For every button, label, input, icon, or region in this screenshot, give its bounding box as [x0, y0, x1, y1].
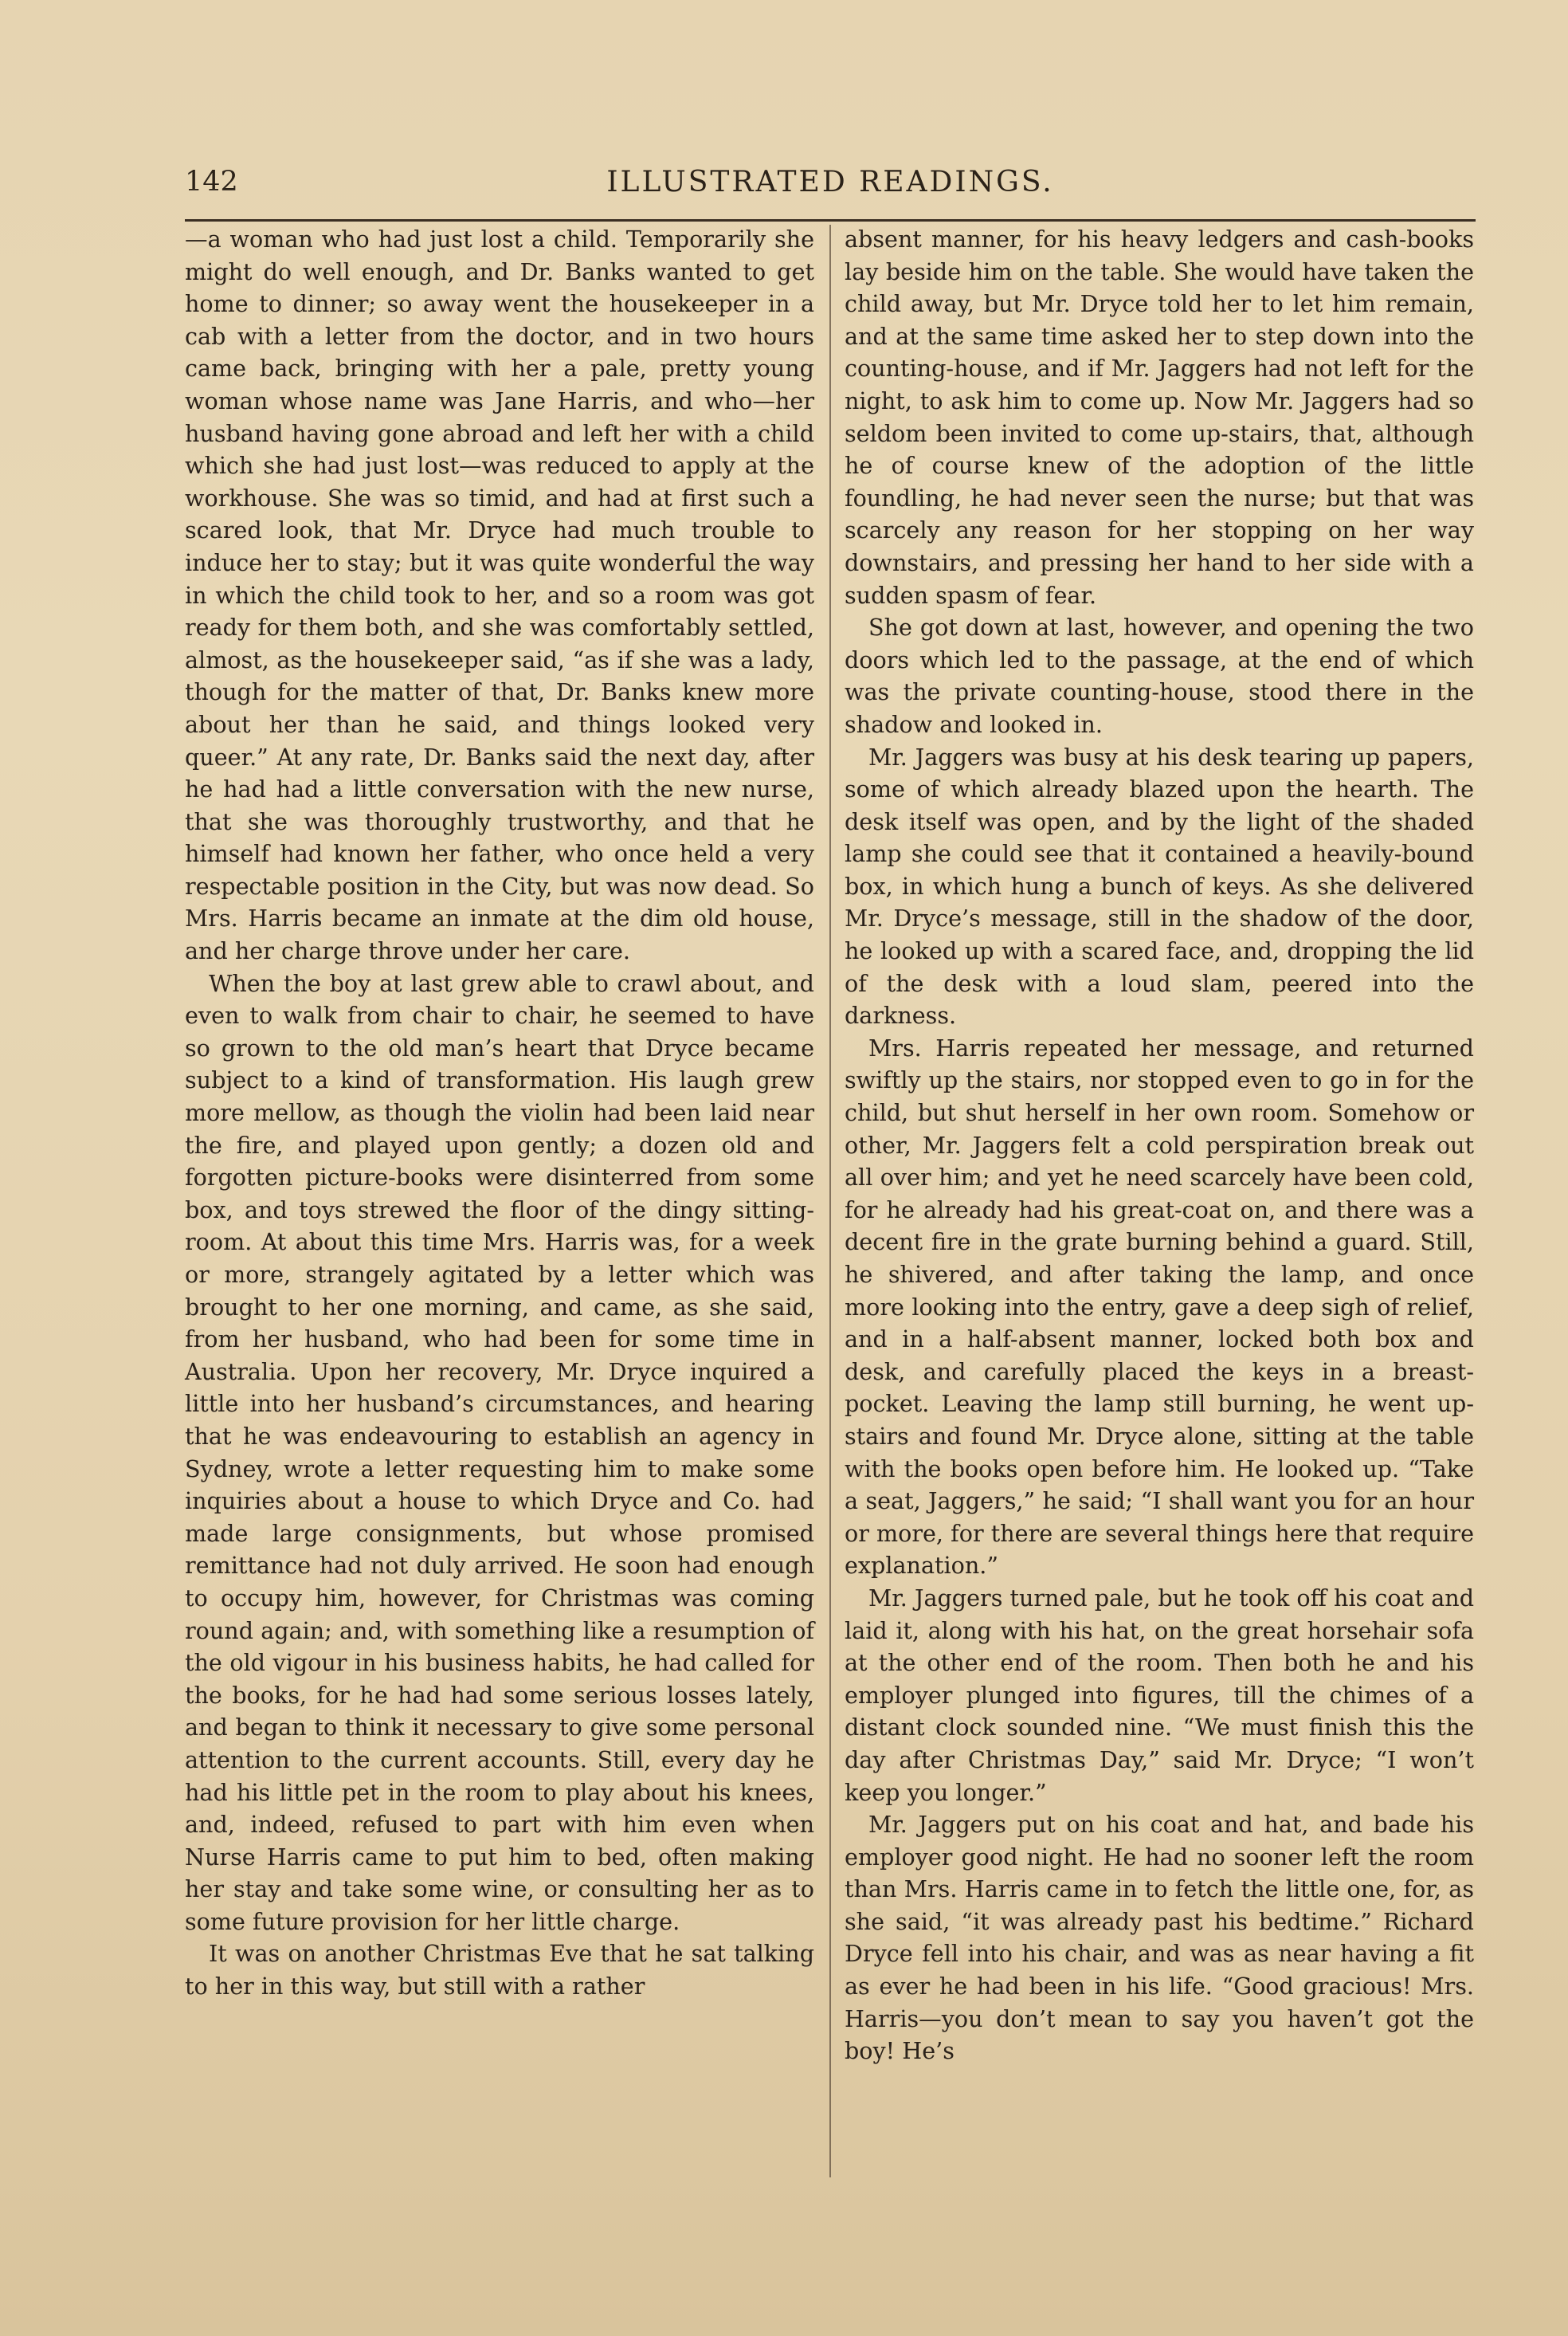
paragraph: Mr. Jaggers turned pale, but he took off his coat and laid it, along with his hat, on the great horsehair sofa at the other end of the room. Then both he and his employer plunged into figures, till the chimes of a distant clock sounded nine. “We must finish this the day after Christmas Day,” said Mr. Dryce; “I won’t keep you longer.”: [845, 1584, 1474, 1806]
paragraph: Mr. Jaggers was busy at his desk tearing up papers, some of which already blazed upon the hearth. The desk itself was open, and by the light of the shaded lamp she could see that it contained a heavily-bound box, in which hung a bunch of keys. As she delivered Mr. Dryce’s message, still in the shadow of the door, he looked up with a scared face, and, dropping the lid of the desk with a loud slam, peered into the darkness.: [845, 743, 1474, 1030]
running-title: ILLUSTRATED READINGS.: [606, 166, 1054, 198]
paragraph: —a woman who had just lost a child. Temporarily she might do well enough, and Dr. Banks wanted to get home to dinner; so away went the housekeeper in a cab with a letter from the doctor, and in two hours came back, bringing with her a pale, pretty young woman whose name was Jane Harris, and who—her husband having gone abroad and left her with a child which she had just lost—was reduced to apply at the workhouse. She was so timid, and had at first such a scared look, that Mr. Dryce had much trouble to induce her to stay; but it was quite wonderful the way in which the child took to her, and so a room was got ready for them both, and she was comfortably settled, almost, as the housekeeper said, “as if she was a lady, though for the matter of that, Dr. Banks knew more about her than he said, and things looked very queer.” At any rate, Dr. Banks said the next day, after he had had a little conversation with the new nurse, that she was thoroughly trustworthy, and that he himself had known her father, who once held a very respectable position in the City, but was now dead. So Mrs. Harris became an inmate at the dim old house, and her charge throve under her care.: [185, 226, 814, 965]
paragraph: It was on another Christmas Eve that he sat talking to her in this way, but still with a rather: [185, 1940, 814, 2000]
paragraph: She got down at last, however, and opening the two doors which led to the passage, at the end of which was the private counting-house, stood there in the shadow and looked in.: [845, 614, 1474, 738]
running-head: [185, 156, 1476, 204]
paragraph: Mrs. Harris repeated her message, and returned swiftly up the stairs, nor stopped even to go in for the child, but shut herself in her own room. Somehow or other, Mr. Jaggers felt a cold perspiration break out all over him; and yet he need scarcely have been cold, for he already had his great-coat on, and there was a decent fire in the grate burning behind a guard. Still, he shivered, and after taking the lamp, and once more looking into the entry, gave a deep sigh of relief, and in a half-absent manner, locked both box and desk, and carefully placed the keys in a breast-pocket. Leaving the lamp still burning, he went up-stairs and found Mr. Dryce alone, sitting at the table with the books open before him. He looked up. “Take a seat, Jaggers,” he said; “I shall want you for an hour or more, for there are several things here that require explanation.”: [845, 1034, 1474, 1580]
header-rule: [185, 219, 1476, 222]
left-column: [185, 223, 814, 2003]
paragraph: Mr. Jaggers put on his coat and hat, and bade his employer good night. He had no sooner left the room than Mrs. Harris came in to fetch the little one, for, as she said, “it was already past his bedtime.” Richard Dryce fell into his chair, and was as near having a fit as ever he had been in his life. “Good gracious! Mrs. Harris—you don’t mean to say you haven’t got the boy! He’s: [845, 1811, 1474, 2065]
paragraph: When the boy at last grew able to crawl about, and even to walk from chair to chair, he seemed to have so grown to the old man’s heart that Dryce became subject to a kind of transformation. His laugh grew more mellow, as though the violin had been laid near the fire, and played upon gently; a dozen old and forgotten picture-books were disinterred from some box, and toys strewed the floor of the dingy sitting-room. At about this time Mrs. Harris was, for a week or more, strangely agitated by a letter which was brought to her one morning, and came, as she said, from her husband, who had been for some time in Australia. Upon her recovery, Mr. Dryce inquired a little into her husband’s circumstances, and hearing that he was endeavouring to establish an agency in Sydney, wrote a letter requesting him to make some inquiries about a house to which Dryce and Co. had made large consignments, but whose promised remittance had not duly arrived. He soon had enough to occupy him, however, for Christmas was coming round again; and, with something like a resumption of the old vigour in his business habits, he had called for the books, for he had had some serious losses lately, and began to think it necessary to give some personal attention to the current accounts. Still, every day he had his little pet in the room to play about his knees, and, indeed, refused to part with him even when Nurse Harris came to put him to bed, often making her stay and take some wine, or consulting her as to some future provision for her little charge.: [185, 969, 814, 1935]
paragraph: absent manner, for his heavy ledgers and cash-books lay beside him on the table. She would have taken the child away, but Mr. Dryce told her to let him remain, and at the same time asked her to step down into the counting-house, and if Mr. Jaggers had not left for the night, to ask him to come up. Now Mr. Jaggers had so seldom been invited to come up-stairs, that, although he of course knew of the adoption of the little foundling, he had never seen the nurse; but that was scarcely any reason for her stopping on her way downstairs, and pressing her hand to her side with a sudden spasm of fear.: [845, 226, 1474, 609]
right-column: [845, 223, 1474, 2067]
column-divider: [829, 225, 831, 2177]
page-number: 142: [185, 166, 238, 198]
